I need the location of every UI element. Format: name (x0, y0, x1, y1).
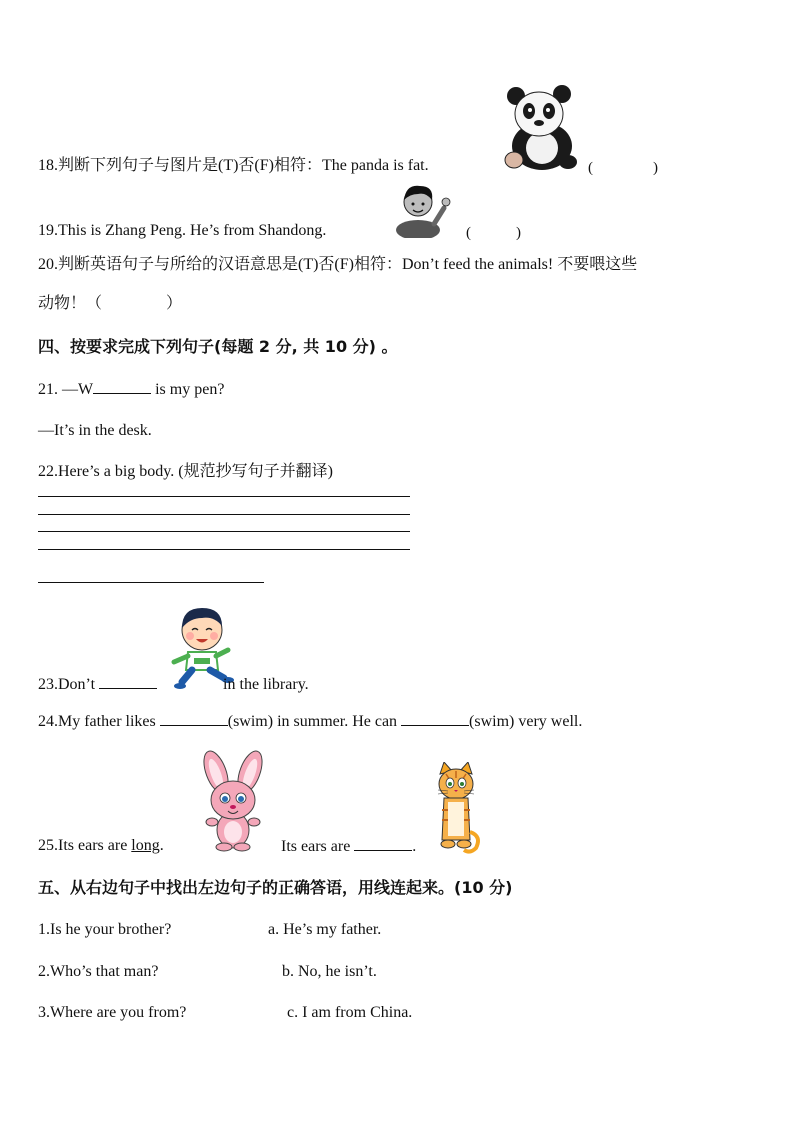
answer-parentheses-18: ( ) (588, 160, 658, 176)
answer-parentheses-19: ( ) (466, 225, 521, 241)
question-20 (38, 255, 637, 275)
writing-line[interactable] (38, 514, 410, 515)
question-25-underlined-word: long (131, 837, 160, 854)
question-25-second (281, 836, 416, 857)
question-21-suffix: is my pen? (155, 381, 225, 398)
question-23-prefix: 23.Don’t (38, 676, 96, 693)
writing-line[interactable] (38, 496, 410, 497)
question-21 (38, 379, 224, 400)
matching-left-item[interactable]: 2.Who’s that man? (38, 963, 159, 980)
section-5-title: 五、从右边句子中找出左边句子的正确答语，用线连起来。(10 分) (38, 878, 513, 897)
question-20-continued (38, 294, 182, 314)
question-25-end: . (412, 838, 417, 855)
cat-icon (430, 762, 482, 854)
answer-blank-23[interactable] (99, 674, 157, 689)
question-24-part2: (swim) in summer. He can (227, 713, 398, 730)
rabbit-icon (190, 750, 276, 852)
question-19-text: 19.This is Zhang Peng. He’s from Shandong. (38, 222, 327, 239)
question-23-suffix: in the library. (223, 676, 309, 693)
question-20-text-2: 动物！（ ） (38, 295, 183, 312)
question-22: 22.Here’s a big body. (规范抄写句子并翻译) (38, 463, 333, 480)
question-24-part3: (swim) very well. (469, 713, 583, 730)
question-25 (38, 836, 164, 856)
answer-blank-25[interactable] (354, 836, 412, 851)
question-18-text: 18.判断下列句子与图片是(T)否(F)相符：The panda is fat. (38, 157, 429, 174)
writing-line[interactable] (38, 531, 410, 532)
question-25-dot: . (159, 837, 164, 854)
answer-blank-21[interactable] (93, 379, 151, 394)
matching-left-item[interactable]: 1.Is he your brother? (38, 921, 172, 938)
section-4-title: 四、按要求完成下列句子(每题 2 分, 共 10 分) 。 (38, 337, 398, 356)
question-20-text: 20.判断英语句子与所给的汉语意思是(T)否(F)相符：Don’t feed the animals! 不要喂这些 (38, 256, 638, 273)
writing-line[interactable] (38, 549, 410, 550)
question-25-prefix: 25.Its ears are (38, 837, 128, 854)
matching-left-item[interactable]: 3.Where are you from? (38, 1004, 187, 1021)
question-24-part1: 24.My father likes (38, 713, 156, 730)
question-25-second-text: Its ears are (281, 838, 351, 855)
question-21-prefix: 21. —W (38, 381, 94, 398)
question-18 (38, 156, 429, 176)
question-21-answer: —It’s in the desk. (38, 422, 152, 439)
question-19 (38, 221, 326, 241)
boy-waving-icon (392, 180, 454, 238)
answer-blank-24a[interactable] (160, 711, 228, 726)
question-23 (38, 674, 309, 695)
matching-right-item[interactable]: b. No, he isn’t. (282, 963, 377, 980)
panda-icon (500, 78, 580, 173)
translation-line[interactable] (38, 582, 264, 583)
matching-right-item[interactable]: a. He’s my father. (268, 921, 382, 938)
answer-blank-24b[interactable] (401, 711, 469, 726)
matching-right-item[interactable]: c. I am from China. (287, 1004, 413, 1021)
question-24 (38, 711, 582, 732)
